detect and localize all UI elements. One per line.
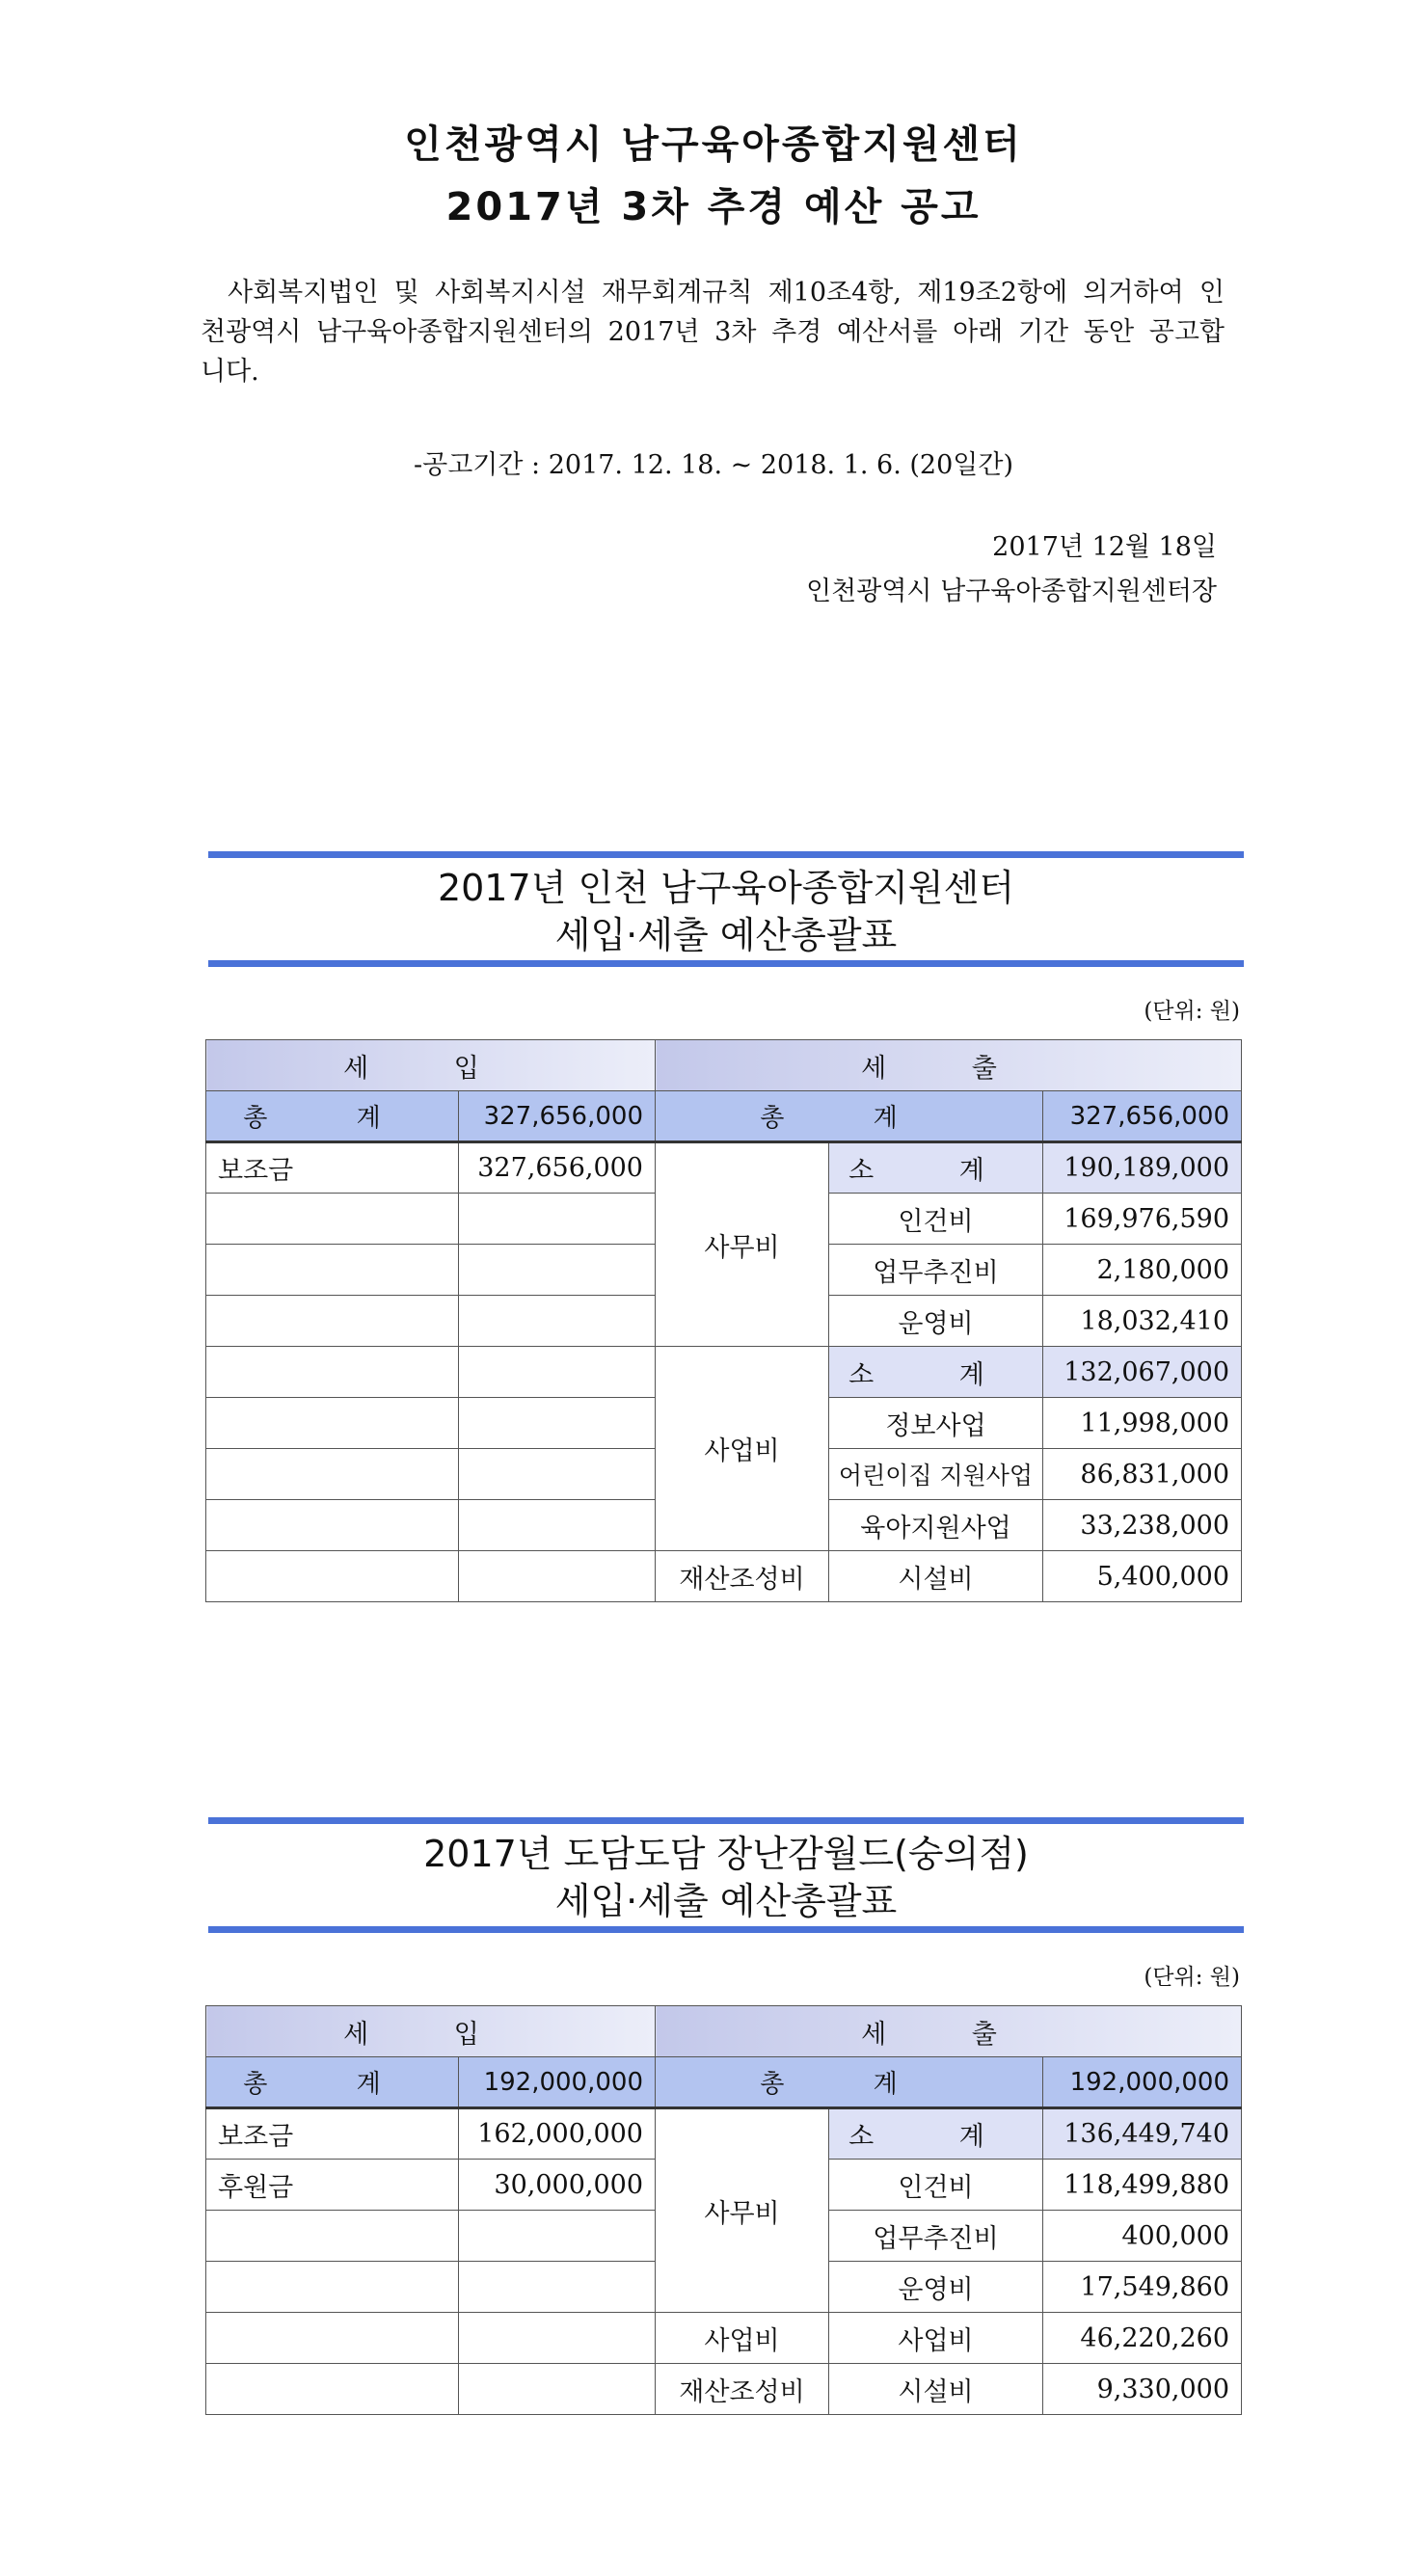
expense-group-name: 재산조성비 xyxy=(656,1551,829,1602)
table-row xyxy=(206,2108,1242,2160)
notice-title: 인천광역시 남구육아종합지원센터 xyxy=(404,122,1023,167)
subtotal-label: 소 계 xyxy=(829,1142,1043,1194)
notice-subtitle: 2017년 3차 추경 예산 공고 xyxy=(445,185,982,229)
expense-item-amount: 118,499,880 xyxy=(1043,2160,1242,2211)
expense-item-label: 사업비 xyxy=(829,2313,1043,2364)
table-header-row xyxy=(206,1040,1242,1091)
expense-group-name: 사업비 xyxy=(656,1347,829,1551)
empty-cell xyxy=(459,1194,656,1245)
table-row xyxy=(206,1142,1242,1194)
empty-cell xyxy=(459,1551,656,1602)
section2-bottom-rule xyxy=(208,1926,1244,1933)
empty-cell xyxy=(459,1500,656,1551)
revenue-item-amount: 30,000,000 xyxy=(459,2160,656,2211)
expense-group-name: 사무비 xyxy=(656,2108,829,2313)
subtotal-amount: 190,189,000 xyxy=(1043,1142,1242,1194)
expense-item-amount: 17,549,860 xyxy=(1043,2262,1242,2313)
empty-cell xyxy=(459,1347,656,1398)
table-row xyxy=(206,2313,1242,2364)
expenditure-header: 세 출 xyxy=(656,2006,1242,2057)
expense-group-name: 재산조성비 xyxy=(656,2364,829,2415)
empty-cell xyxy=(459,2211,656,2262)
revenue-item-label: 보조금 xyxy=(206,1142,459,1194)
revenue-total-label: 총 계 xyxy=(206,2057,459,2108)
expense-item-label: 육아지원사업 xyxy=(829,1500,1043,1551)
section1-unit: (단위: 원) xyxy=(1144,999,1240,1024)
expense-item-amount: 400,000 xyxy=(1043,2211,1242,2262)
revenue-item-label: 후원금 xyxy=(206,2160,459,2211)
expense-item-label: 운영비 xyxy=(829,1296,1043,1347)
expense-item-amount: 46,220,260 xyxy=(1043,2313,1242,2364)
empty-cell xyxy=(459,1245,656,1296)
expense-item-label: 정보사업 xyxy=(829,1398,1043,1449)
section2-unit: (단위: 원) xyxy=(1144,1965,1240,1990)
section1-top-rule xyxy=(208,851,1244,858)
notice-body: 사회복지법인 및 사회복지시설 재무회계규칙 제10조4항, 제19조2항에 의거하여 인천광역시 남구육아종합지원센터의 2017년 3차 추경 예산서를 아래 기간 동안 공고합니다. xyxy=(201,278,1225,387)
notice-period: -공고기간 : 2017. 12. 18. ~ 2018. 1. 6. (20일간) xyxy=(414,450,1013,480)
section1-bottom-rule xyxy=(208,960,1244,967)
empty-cell xyxy=(206,1347,459,1398)
total-row xyxy=(206,1091,1242,1142)
table-row xyxy=(206,1347,1242,1398)
revenue-total-label: 총 계 xyxy=(206,1091,459,1142)
table-row xyxy=(206,2364,1242,2415)
expense-item-amount: 18,032,410 xyxy=(1043,1296,1242,1347)
subtotal-amount: 132,067,000 xyxy=(1043,1347,1242,1398)
subtotal-label: 소 계 xyxy=(829,2108,1043,2160)
expense-item-amount: 2,180,000 xyxy=(1043,1245,1242,1296)
section2-top-rule xyxy=(208,1817,1244,1824)
empty-cell xyxy=(206,1398,459,1449)
expense-item-amount: 5,400,000 xyxy=(1043,1551,1242,1602)
expenditure-total-value: 327,656,000 xyxy=(1043,1091,1242,1142)
empty-cell xyxy=(459,2364,656,2415)
empty-cell xyxy=(206,2262,459,2313)
section2-subtitle: 세입·세출 예산총괄표 xyxy=(554,1880,898,1922)
expense-item-label: 어린이집 지원사업 xyxy=(829,1449,1043,1500)
expense-item-amount: 9,330,000 xyxy=(1043,2364,1242,2415)
expense-item-label: 업무추진비 xyxy=(829,2211,1043,2262)
empty-cell xyxy=(206,1449,459,1500)
empty-cell xyxy=(206,2211,459,2262)
expense-item-amount: 86,831,000 xyxy=(1043,1449,1242,1500)
expense-group-name: 사업비 xyxy=(656,2313,829,2364)
table-row xyxy=(206,1551,1242,1602)
expenditure-header: 세 출 xyxy=(656,1040,1242,1091)
revenue-header: 세 입 xyxy=(206,1040,656,1091)
expenditure-total-value: 192,000,000 xyxy=(1043,2057,1242,2108)
section1-title: 2017년 인천 남구육아종합지원센터 xyxy=(437,867,1015,909)
notice-issuer: 인천광역시 남구육아종합지원센터장 xyxy=(806,577,1217,606)
subtotal-amount: 136,449,740 xyxy=(1043,2108,1242,2160)
empty-cell xyxy=(459,1398,656,1449)
revenue-header: 세 입 xyxy=(206,2006,656,2057)
revenue-item-label: 보조금 xyxy=(206,2108,459,2160)
expense-item-label: 인건비 xyxy=(829,2160,1043,2211)
expense-item-label: 운영비 xyxy=(829,2262,1043,2313)
revenue-item-amount: 162,000,000 xyxy=(459,2108,656,2160)
expense-item-label: 인건비 xyxy=(829,1194,1043,1245)
revenue-total-value: 327,656,000 xyxy=(459,1091,656,1142)
section2-budget-table xyxy=(205,2005,1242,2415)
empty-cell xyxy=(459,1296,656,1347)
expense-group-name: 사무비 xyxy=(656,1142,829,1347)
expense-item-amount: 11,998,000 xyxy=(1043,1398,1242,1449)
expense-item-amount: 169,976,590 xyxy=(1043,1194,1242,1245)
empty-cell xyxy=(206,2313,459,2364)
empty-cell xyxy=(206,1194,459,1245)
total-row xyxy=(206,2057,1242,2108)
expense-item-label: 업무추진비 xyxy=(829,1245,1043,1296)
expense-item-label: 시설비 xyxy=(829,1551,1043,1602)
notice-date: 2017년 12월 18일 xyxy=(992,532,1217,562)
expenditure-total-label: 총 계 xyxy=(656,1091,1043,1142)
empty-cell xyxy=(206,1500,459,1551)
table-header-row xyxy=(206,2006,1242,2057)
expenditure-total-label: 총 계 xyxy=(656,2057,1043,2108)
expense-item-amount: 33,238,000 xyxy=(1043,1500,1242,1551)
subtotal-label: 소 계 xyxy=(829,1347,1043,1398)
section1-subtitle: 세입·세출 예산총괄표 xyxy=(554,914,898,956)
empty-cell xyxy=(206,1296,459,1347)
revenue-total-value: 192,000,000 xyxy=(459,2057,656,2108)
expense-item-label: 시설비 xyxy=(829,2364,1043,2415)
empty-cell xyxy=(459,1449,656,1500)
section2-title: 2017년 도담도담 장난감월드(숭의점) xyxy=(423,1833,1029,1875)
empty-cell xyxy=(206,1551,459,1602)
empty-cell xyxy=(206,2364,459,2415)
empty-cell xyxy=(206,1245,459,1296)
empty-cell xyxy=(459,2262,656,2313)
revenue-item-amount: 327,656,000 xyxy=(459,1142,656,1194)
empty-cell xyxy=(459,2313,656,2364)
section1-budget-table xyxy=(205,1039,1242,1602)
